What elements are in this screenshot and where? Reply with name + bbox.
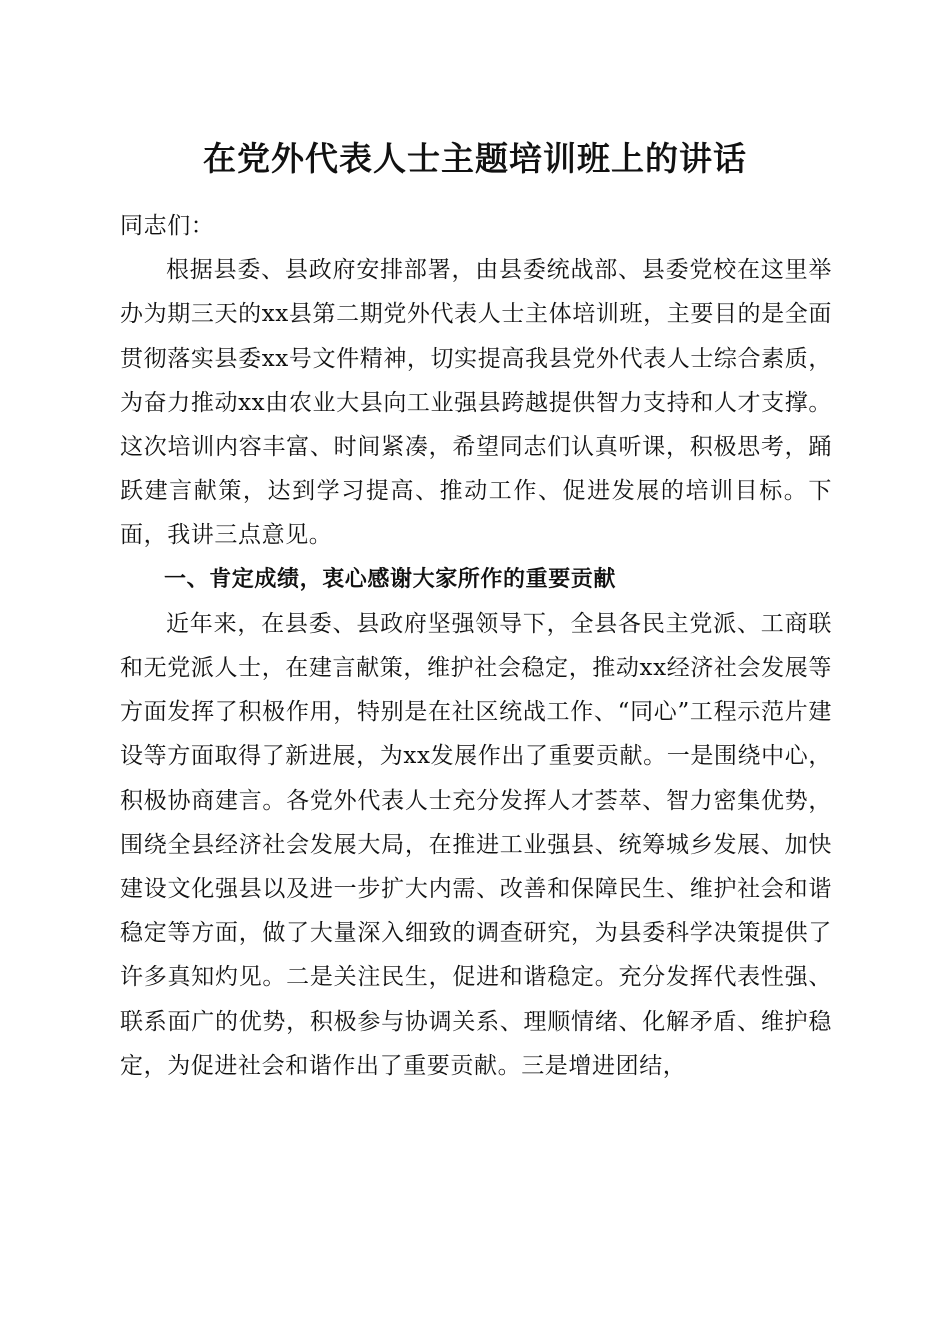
document-title: 在党外代表人士主题培训班上的讲话 <box>203 139 747 178</box>
salutation: 同志们： <box>120 213 215 239</box>
section-heading: 一、肯定成绩，衷心感谢大家所作的重要贡献 <box>164 566 617 592</box>
section-paragraph: 近年来，在县委、县政府坚强领导下，全县各民主党派、工商联和无党派人士，在建言献策，维护社会稳定，推动xx经济社会发展等方面发挥了积极作用，特别是在社区统战工作、“同心”工程示范片建设等方面取得了新进展，为xx发展作出了重要贡献。一是围绕中心，积极协商建言。各党外代表人士充分发挥人才荟萃、智力密集优势，围绕全县经济社会发展大局，在推进工业强县、统筹城乡发展、加快建设文化强县以及进一步扩大内需、改善和保障民生、维护社会和谐稳定等方面，做了大量深入细致的调查研究，为县委科学决策提供了许多真知灼见。二是关注民生，促进和谐稳定。充分发挥代表性强、联系面广的优势，积极参与协调关系、理顺情绪、化解矛盾、维护稳定，为促进社会和谐作出了重要贡献。三是增进团结， <box>120 610 832 1079</box>
intro-paragraph: 根据县委、县政府安排部署，由县委统战部、县委党校在这里举办为期三天的xx县第二期党外代表人士主体培训班，主要目的是全面贯彻落实县委xx号文件精神，切实提高我县党外代表人士综合素质，为奋力推动xx由农业大县向工业强县跨越提供智力支持和人才支撑。这次培训内容丰富、时间紧凑，希望同志们认真听课，积极思考，踊跃建言献策，达到学习提高、推动工作、促进发展的培训目标。下面，我讲三点意见。 <box>120 257 832 549</box>
document-body <box>120 204 832 1088</box>
